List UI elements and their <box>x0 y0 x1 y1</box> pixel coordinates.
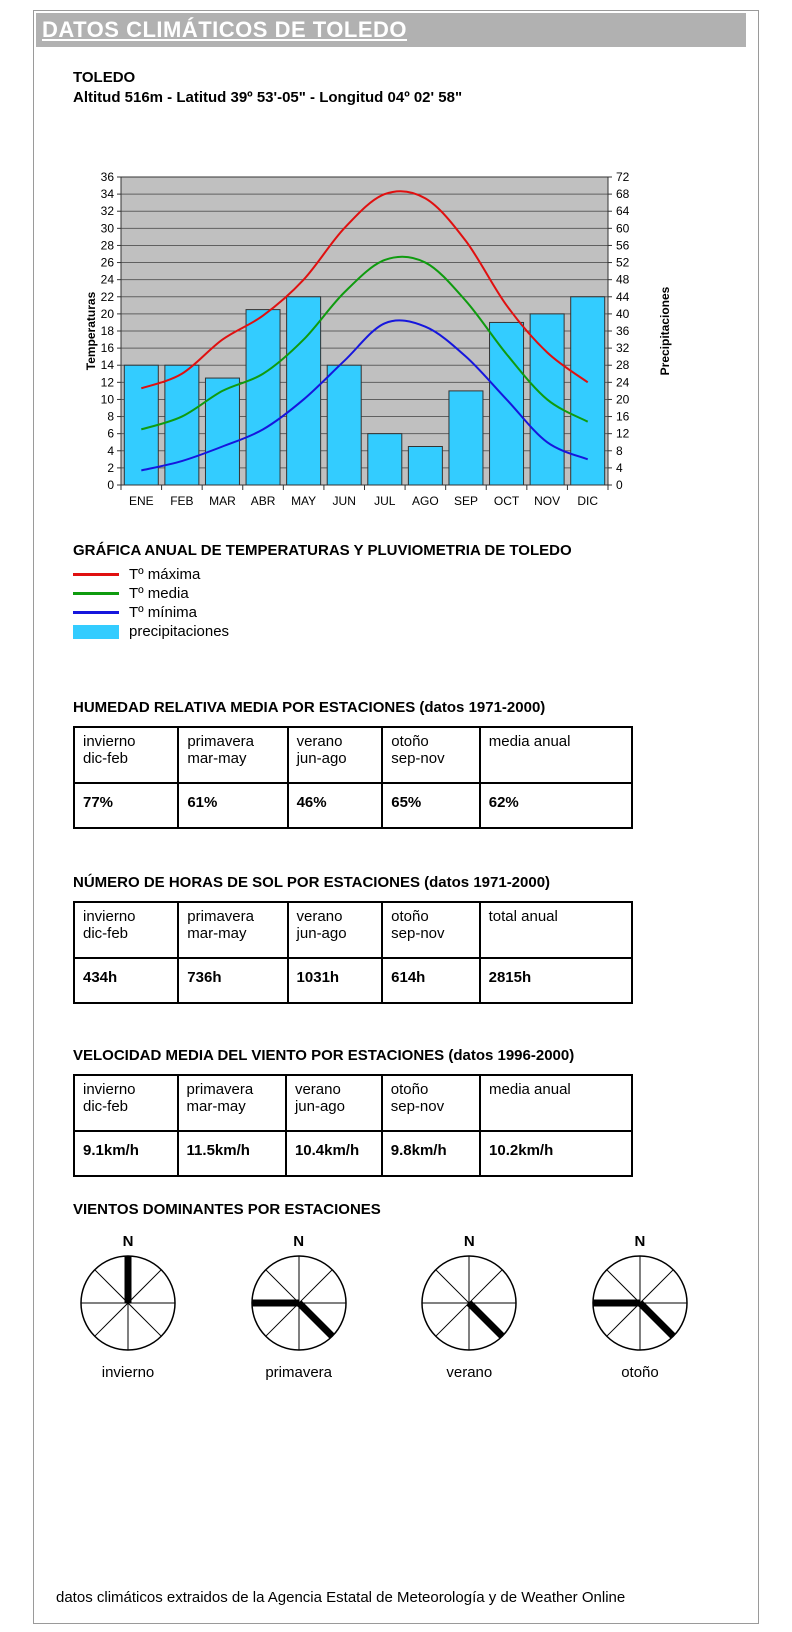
svg-text:30: 30 <box>100 221 114 236</box>
table-value-cell: 1031h <box>288 958 383 1003</box>
season-label: otoño <box>621 1364 659 1381</box>
table-value-cell: 61% <box>178 783 287 828</box>
svg-text:44: 44 <box>616 289 630 304</box>
climate-chart-svg <box>84 169 709 521</box>
svg-text:68: 68 <box>616 187 630 202</box>
header-line: total anual <box>488 908 558 925</box>
compass-north-label: N <box>122 1233 134 1250</box>
table-value-cell: 614h <box>382 958 479 1003</box>
legend-swatch-rect <box>73 625 119 639</box>
header-line: sep-nov <box>390 1098 445 1115</box>
svg-text:0: 0 <box>616 478 623 492</box>
header-line: primavera <box>187 733 255 750</box>
svg-text:JUN: JUN <box>332 494 356 508</box>
header-line: verano <box>296 908 343 925</box>
svg-text:SEP: SEP <box>453 494 478 508</box>
header-line: jun-ago <box>294 1098 345 1115</box>
bar-JUL <box>368 434 402 485</box>
sun-hours-table-host <box>73 901 633 1004</box>
table-header-cell <box>74 1075 178 1131</box>
header-line: sep-nov <box>391 925 445 942</box>
legend-item <box>73 565 572 584</box>
table-value-cell: 62% <box>480 783 632 828</box>
wind-rose <box>54 1233 202 1381</box>
table-value-cell: 434h <box>74 958 178 1003</box>
month-labels <box>129 494 598 508</box>
compass-north-label: N <box>634 1233 646 1250</box>
svg-text:34: 34 <box>100 187 114 202</box>
header-line: dic-feb <box>83 1098 129 1115</box>
svg-text:ABR: ABR <box>250 494 276 508</box>
svg-text:NOV: NOV <box>534 494 561 508</box>
svg-text:32: 32 <box>616 341 630 356</box>
svg-text:4: 4 <box>107 443 114 458</box>
svg-text:MAR: MAR <box>209 494 236 508</box>
wind-roses <box>54 1233 714 1381</box>
svg-text:6: 6 <box>107 426 114 441</box>
header-line: dic-feb <box>83 925 129 942</box>
dominant-winds-section <box>73 1201 723 1218</box>
compass-north-label: N <box>463 1233 475 1250</box>
table-value-cell: 736h <box>178 958 287 1003</box>
header-line: dic-feb <box>83 750 129 767</box>
header-line: otoño <box>391 733 429 750</box>
header-line: mar-may <box>186 1098 246 1115</box>
sun-hours-section <box>73 874 633 1004</box>
station-info <box>73 69 462 106</box>
table-header-cell <box>286 1075 382 1131</box>
svg-text:8: 8 <box>616 443 623 458</box>
wind-speed-section <box>73 1047 633 1177</box>
header-line: otoño <box>391 908 429 925</box>
svg-text:12: 12 <box>616 426 630 441</box>
table-header-cell <box>178 1075 286 1131</box>
svg-text:FEB: FEB <box>170 494 194 508</box>
station-name: TOLEDO <box>73 69 136 86</box>
svg-text:20: 20 <box>616 392 630 407</box>
table-header-cell <box>382 727 480 783</box>
table-value-cell: 10.4km/h <box>286 1131 382 1176</box>
svg-text:AGO: AGO <box>412 494 439 508</box>
header-line: primavera <box>186 1081 254 1098</box>
document-page <box>33 10 759 1624</box>
svg-text:52: 52 <box>616 255 630 270</box>
sun-hours-table-title: NÚMERO DE HORAS DE SOL POR ESTACIONES (datos 1971-2000) <box>73 874 551 891</box>
page-title: DATOS CLIMÁTICOS DE TOLEDO <box>42 17 408 42</box>
table-value-cell: 46% <box>288 783 383 828</box>
wind-rose-svg <box>78 1253 178 1353</box>
left-axis-labels <box>101 170 115 492</box>
svg-text:18: 18 <box>100 324 114 338</box>
wind-speed-table-host <box>73 1074 633 1177</box>
wind-rose <box>566 1233 714 1381</box>
left-axis-title: Temperaturas <box>84 291 98 371</box>
table-value-cell: 65% <box>382 783 480 828</box>
footer-source-note: datos climáticos extraidos de la Agencia Estatal de Meteorología y de Weather Online <box>56 1589 626 1606</box>
compass-north-label: N <box>293 1233 305 1250</box>
table-header-cell <box>382 1075 480 1131</box>
svg-text:16: 16 <box>100 341 114 356</box>
header-line: mar-may <box>187 925 247 942</box>
right-axis-title: Precipitaciones <box>658 286 672 376</box>
svg-text:14: 14 <box>100 358 114 373</box>
chart-legend-title: GRÁFICA ANUAL DE TEMPERATURAS Y PLUVIOMETRIA DE TOLEDO <box>73 542 572 559</box>
svg-text:40: 40 <box>616 306 630 321</box>
wind-rose-svg <box>249 1253 349 1353</box>
header-line: invierno <box>83 1081 136 1098</box>
legend-item <box>73 603 572 622</box>
header-line: jun-ago <box>296 750 347 767</box>
table-header-cell <box>288 902 383 958</box>
header-line: invierno <box>83 908 136 925</box>
wind-rose <box>225 1233 373 1381</box>
header-line: verano <box>296 733 343 750</box>
stats-table <box>73 901 633 1004</box>
wind-rose <box>395 1233 543 1381</box>
header-line: verano <box>294 1081 341 1098</box>
table-value-cell: 10.2km/h <box>480 1131 632 1176</box>
table-value-cell: 2815h <box>480 958 632 1003</box>
header-line: sep-nov <box>391 750 445 767</box>
bar-SEP <box>449 391 483 485</box>
legend-item <box>73 622 572 641</box>
table-value-cell: 9.8km/h <box>382 1131 480 1176</box>
header-line: media anual <box>489 1081 571 1098</box>
svg-text:24: 24 <box>100 272 114 287</box>
bar-JUN <box>327 365 361 485</box>
wind-speed-table-title: VELOCIDAD MEDIA DEL VIENTO POR ESTACIONES (datos 1996-2000) <box>73 1047 575 1064</box>
header-line: jun-ago <box>296 925 347 942</box>
table-header-cell <box>382 902 479 958</box>
svg-text:MAY: MAY <box>291 494 317 508</box>
table-header-cell <box>74 902 178 958</box>
climate-chart <box>84 169 709 521</box>
svg-text:DIC: DIC <box>577 494 599 508</box>
svg-text:10: 10 <box>100 392 114 407</box>
svg-text:56: 56 <box>616 238 630 253</box>
legend-swatch-line <box>73 611 119 614</box>
svg-text:26: 26 <box>100 255 114 270</box>
bar-ABR <box>246 310 280 485</box>
wind-rose-svg <box>419 1253 519 1353</box>
humidity-section <box>73 699 633 829</box>
header-line: mar-may <box>187 750 247 767</box>
right-axis-labels <box>616 170 630 492</box>
svg-text:32: 32 <box>100 204 114 219</box>
svg-text:0: 0 <box>107 478 114 492</box>
svg-text:16: 16 <box>616 409 630 424</box>
svg-text:48: 48 <box>616 272 630 287</box>
svg-text:24: 24 <box>616 375 630 390</box>
svg-text:28: 28 <box>616 358 630 373</box>
legend-label: Tº media <box>129 585 189 602</box>
table-value-cell: 77% <box>74 783 178 828</box>
chart-legend-rows <box>73 565 572 641</box>
header-line: otoño <box>390 1081 429 1098</box>
svg-text:28: 28 <box>100 238 114 253</box>
bar-AGO <box>408 447 442 486</box>
station-details: Altitud 516m - Latitud 39º 53'-05" - Longitud 04º 02' 58" <box>73 89 463 106</box>
svg-text:64: 64 <box>616 204 630 219</box>
table-header-cell <box>178 902 287 958</box>
season-label: invierno <box>101 1364 155 1381</box>
table-value-cell: 9.1km/h <box>74 1131 178 1176</box>
table-header-cell <box>480 902 632 958</box>
svg-text:72: 72 <box>616 170 630 184</box>
svg-text:8: 8 <box>107 409 114 424</box>
title-bar <box>36 13 746 47</box>
table-header-cell <box>480 727 632 783</box>
svg-text:22: 22 <box>100 289 114 304</box>
dominant-winds-title: VIENTOS DOMINANTES POR ESTACIONES <box>73 1201 381 1218</box>
svg-text:4: 4 <box>616 460 623 475</box>
season-label: verano <box>446 1364 493 1381</box>
legend-swatch-line <box>73 592 119 595</box>
header-line: invierno <box>83 733 136 750</box>
legend-label: precipitaciones <box>129 623 230 640</box>
table-header-cell <box>288 727 383 783</box>
legend-swatch-line <box>73 573 119 576</box>
header-line: media anual <box>488 733 571 750</box>
bar-OCT <box>490 322 524 485</box>
svg-text:36: 36 <box>616 324 630 338</box>
table-header-cell <box>480 1075 632 1131</box>
bar-MAR <box>205 378 239 485</box>
svg-text:36: 36 <box>100 170 114 184</box>
season-label: primavera <box>265 1364 332 1381</box>
table-header-cell <box>178 727 287 783</box>
header-line: primavera <box>187 908 254 925</box>
bar-DIC <box>571 297 605 485</box>
svg-text:ENE: ENE <box>128 494 154 508</box>
stats-table <box>73 1074 633 1177</box>
stats-table <box>73 726 633 829</box>
svg-text:12: 12 <box>100 375 114 390</box>
svg-text:20: 20 <box>100 306 114 321</box>
wind-rose-svg <box>590 1253 690 1353</box>
svg-text:JUL: JUL <box>374 494 396 508</box>
bar-FEB <box>165 365 199 485</box>
legend-label: Tº máxima <box>129 566 201 583</box>
svg-text:2: 2 <box>107 460 114 475</box>
table-value-cell: 11.5km/h <box>178 1131 286 1176</box>
legend-item <box>73 584 572 603</box>
legend-label: Tº mínima <box>129 604 197 621</box>
humidity-table-host <box>73 726 633 829</box>
table-header-cell <box>74 727 178 783</box>
chart-legend <box>73 542 572 641</box>
svg-text:60: 60 <box>616 221 630 236</box>
humidity-table-title: HUMEDAD RELATIVA MEDIA POR ESTACIONES (datos 1971-2000) <box>73 699 546 716</box>
svg-text:OCT: OCT <box>493 494 520 508</box>
